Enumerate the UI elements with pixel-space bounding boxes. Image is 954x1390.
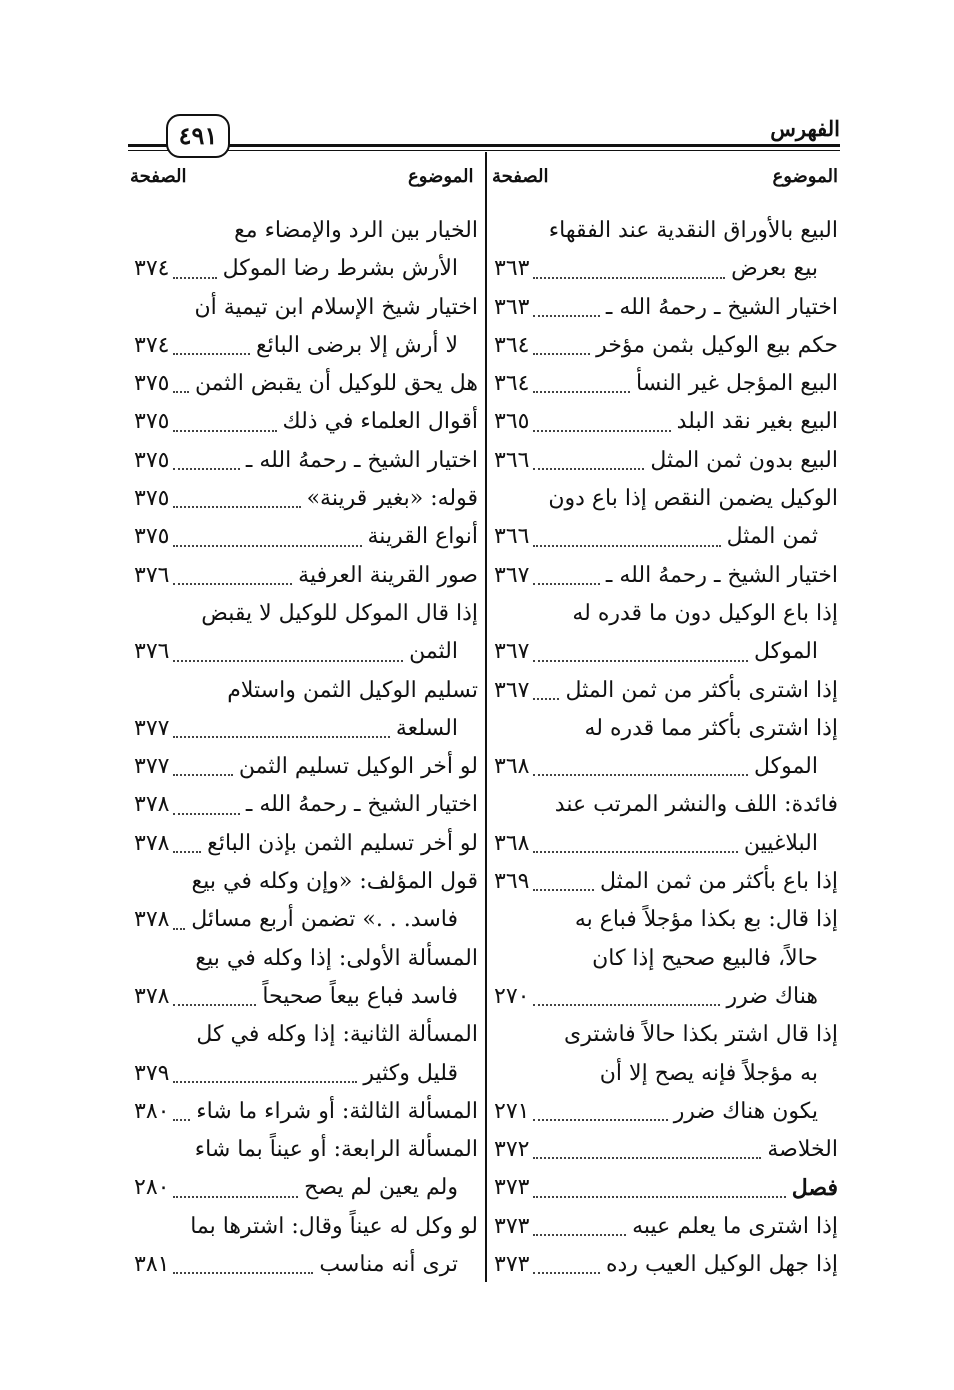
index-entry <box>488 403 840 441</box>
index-entry <box>488 710 840 748</box>
entry-page-number: ٣٧٧ <box>134 754 170 780</box>
index-entry <box>488 1246 840 1284</box>
entry-topic: الموكل <box>753 754 818 780</box>
index-entry <box>488 863 840 901</box>
entry-page-number: ٣٧٥ <box>134 371 170 397</box>
dot-leader <box>173 736 390 738</box>
entry-page-number: ٣٨٠ <box>134 1098 170 1124</box>
entry-topic: المسألة الأولى: إذا وكله في بيع <box>195 945 478 971</box>
dot-leader <box>533 353 590 355</box>
index-entry <box>128 1016 480 1054</box>
entry-topic: اختيار الشيخ ـ رحمهُ الله ـ <box>245 792 478 818</box>
entry-topic: إذا قال الموكل للوكيل لا يقبض <box>201 600 478 626</box>
entry-page-number: ٢٧٠ <box>494 983 530 1009</box>
dot-leader <box>533 660 748 662</box>
index-entry <box>128 557 480 595</box>
entry-page-number: ٣٧٣ <box>494 1213 530 1239</box>
entry-topic: اختيار شيخ الإسلام ابن تيمية أن <box>194 294 478 320</box>
left-page-header: الصفحة <box>130 166 187 187</box>
index-entry <box>128 786 480 824</box>
dot-leader <box>533 774 748 776</box>
entry-page-number: ٣٧٣ <box>494 1252 530 1278</box>
index-entry <box>488 327 840 365</box>
entry-topic: به مؤجلاً فإنه يصح إلا أن <box>599 1060 818 1086</box>
index-entry <box>488 940 840 978</box>
entry-topic: السلعة <box>395 715 458 741</box>
index-entry <box>488 786 840 824</box>
entry-topic: لو أخر الوكيل تسليم الثمن <box>238 754 478 780</box>
index-entry <box>128 940 480 978</box>
entry-page-number: ٣٦٨ <box>494 754 530 780</box>
entry-page-number: ٣٧٨ <box>134 792 170 818</box>
entry-topic: المسألة الرابعة: أو عيناً بما شاء <box>194 1137 478 1163</box>
dot-leader <box>533 889 594 891</box>
entry-page-number: ٣٧٥ <box>134 409 170 435</box>
index-entry <box>128 1055 480 1093</box>
index-entry <box>488 901 840 939</box>
index-entry <box>488 289 840 327</box>
index-entry <box>128 518 480 556</box>
dot-leader <box>533 391 630 393</box>
dot-leader <box>173 813 240 815</box>
entry-page-number: ٣٧٦ <box>134 562 170 588</box>
index-entry <box>128 250 480 288</box>
entry-page-number: ٣٧٣ <box>494 1175 530 1201</box>
entry-topic: يكون هناك ضرر <box>673 1098 818 1124</box>
index-entry <box>488 1208 840 1246</box>
dot-leader <box>173 430 277 432</box>
dot-leader <box>173 391 189 393</box>
index-entry <box>488 518 840 556</box>
right-page-header: الصفحة <box>492 166 549 187</box>
entry-page-number: ٣٦٧ <box>494 639 530 665</box>
index-entry <box>128 825 480 863</box>
entry-topic: الموكل <box>753 639 818 665</box>
entry-page-number: ٣٧٤ <box>134 256 170 282</box>
dot-leader <box>533 1272 600 1274</box>
index-entry <box>488 672 840 710</box>
index-entry <box>488 595 840 633</box>
dot-leader <box>173 1272 313 1274</box>
entry-page-number: ٣٧٧ <box>134 715 170 741</box>
entry-topic: قوله: «بغير قرينة» <box>306 486 478 512</box>
entry-topic: فاسد. . .» تضمن أربع مسائل <box>191 907 458 933</box>
index-entry <box>488 825 840 863</box>
index-entry <box>128 748 480 786</box>
index-entry <box>488 1093 840 1131</box>
index-entry <box>488 1169 840 1207</box>
entry-topic: ترى أنه مناسب <box>319 1252 458 1278</box>
dot-leader <box>173 1004 256 1006</box>
entry-topic: فاسد فباع بيعاً صحيحاً <box>262 983 458 1009</box>
entry-page-number: ٣٧٨ <box>134 907 170 933</box>
left-topic-header: الموضوع <box>408 166 474 187</box>
entry-page-number: ٢٧١ <box>494 1098 530 1124</box>
dot-leader <box>173 583 292 585</box>
dot-leader <box>533 277 725 279</box>
index-entry <box>128 863 480 901</box>
entry-page-number: ٣٧٢ <box>494 1137 530 1163</box>
index-entry <box>488 978 840 1016</box>
entry-page-number: ٣٧٦ <box>134 639 170 665</box>
entry-topic: إذا باع بأكثر من ثمن المثل <box>600 869 838 895</box>
page-header <box>128 108 840 158</box>
entry-topic: البيع المؤجل غير النسأ <box>635 371 838 397</box>
index-entry <box>128 365 480 403</box>
entry-topic: إذا باع الوكيل دون ما قدره له <box>572 600 838 626</box>
index-entry <box>488 1055 840 1093</box>
index-entry <box>128 212 480 250</box>
dot-leader <box>173 468 240 470</box>
dot-leader <box>173 1196 298 1198</box>
entry-page-number: ٣٦٧ <box>494 562 530 588</box>
entry-topic: تسليم الوكيل الثمن واستلام <box>227 677 478 703</box>
entry-topic: لو وكل له عيناً وقال: اشترها بما <box>190 1213 478 1239</box>
entry-topic: بيع بعرض <box>731 256 818 282</box>
entry-page-number: ٣٦٤ <box>494 332 530 358</box>
index-entry <box>488 1016 840 1054</box>
entry-topic: إذا قال: بع بكذا مؤجلاً فباع به <box>574 907 838 933</box>
entry-page-number: ٣٦٦ <box>494 447 530 473</box>
entry-page-number: ٣٦٣ <box>494 256 530 282</box>
entry-topic: البيع بدون ثمن المثل <box>650 447 838 473</box>
dot-leader <box>173 851 201 853</box>
page-number: ٤٩١ <box>178 121 218 150</box>
entry-topic: صور القرينة العرفية <box>298 562 478 588</box>
index-entry <box>128 289 480 327</box>
entry-topic: اختيار الشيخ ـ رحمهُ الله ـ <box>605 294 838 320</box>
index-entry <box>128 327 480 365</box>
dot-leader <box>533 1157 761 1159</box>
entry-page-number: ٣٧٥ <box>134 486 170 512</box>
dot-leader <box>173 1081 357 1083</box>
entry-topic: حكم بيع الوكيل بثمن مؤخر <box>596 332 838 358</box>
entry-topic: حالاً، فالبيع صحيح إذا كان <box>592 945 818 971</box>
entry-topic: إذا اشترى بأكثر مما قدره له <box>584 715 838 741</box>
dot-leader <box>173 277 217 279</box>
entry-topic: الوكيل يضمن النقص إذا باع دون <box>548 486 838 512</box>
entry-topic: أقوال العلماء في ذلك <box>282 409 478 435</box>
dot-leader <box>533 1196 786 1198</box>
entry-topic: هل يحق للوكيل أن يقبض الثمن <box>194 371 478 397</box>
index-entry <box>488 212 840 250</box>
entry-topic: الثمن <box>409 639 458 665</box>
entry-topic: لا أرش إلا برضى البائع <box>255 332 458 358</box>
entry-topic: اختيار الشيخ ـ رحمهُ الله ـ <box>245 447 478 473</box>
dot-leader <box>533 698 559 700</box>
index-column-left <box>128 212 480 1284</box>
index-entry <box>128 1208 480 1246</box>
right-topic-header: الموضوع <box>772 166 838 187</box>
index-entry <box>128 978 480 1016</box>
dot-leader <box>533 1119 668 1121</box>
index-entry <box>488 557 840 595</box>
index-entry <box>488 633 840 671</box>
entry-page-number: ٣٦٦ <box>494 524 530 550</box>
entry-topic: ولم يعين لم يصح <box>304 1175 458 1201</box>
entry-page-number: ٣٦٧ <box>494 677 530 703</box>
index-entry <box>128 710 480 748</box>
entry-topic: ثمن المثل <box>726 524 818 550</box>
entry-topic: الخيار بين الرد والإمضاء مع <box>234 218 478 243</box>
entry-topic: قول المؤلف: «وإن وكله في بيع <box>191 869 478 895</box>
header-rule-top <box>128 144 840 147</box>
column-divider <box>485 152 487 1282</box>
entry-topic: المسألة الثانية: إذا وكله في كل <box>196 1022 478 1048</box>
entry-topic: إذا اشترى ما يعلم عيبه <box>632 1213 838 1239</box>
dot-leader <box>533 851 738 853</box>
entry-topic: هناك ضرر <box>726 983 818 1009</box>
index-entry <box>128 1131 480 1169</box>
dot-leader <box>533 1234 626 1236</box>
entry-page-number: ٣٧٨ <box>134 983 170 1009</box>
index-entry <box>128 672 480 710</box>
index-entry <box>488 442 840 480</box>
entry-topic: المسألة الثالثة: أو شراء ما شاء <box>196 1098 478 1124</box>
entry-topic: أنواع القرينة <box>367 524 478 550</box>
index-column-right <box>488 212 840 1284</box>
index-entry <box>128 480 480 518</box>
entry-topic: إذا قال اشتر بكذا حالاً فاشترى <box>564 1022 838 1048</box>
dot-leader <box>533 430 671 432</box>
index-entry <box>128 901 480 939</box>
entry-page-number: ٣٧٨ <box>134 830 170 856</box>
index-entry <box>488 365 840 403</box>
entry-page-number: ٣٧٥ <box>134 524 170 550</box>
index-entry <box>128 1093 480 1131</box>
entry-topic: إذا جهل الوكيل العيب رده <box>606 1252 838 1278</box>
entry-topic: البلاغيين <box>743 830 818 856</box>
entry-topic: إذا اشترى بأكثر من ثمن المثل <box>565 677 838 703</box>
dot-leader <box>173 928 185 930</box>
entry-page-number: ٣٦٤ <box>494 371 530 397</box>
index-entry <box>488 250 840 288</box>
dot-leader <box>533 545 721 547</box>
index-entry <box>128 442 480 480</box>
entry-page-number: ٣٧٩ <box>134 1060 170 1086</box>
entry-page-number: ٣٧٤ <box>134 332 170 358</box>
dot-leader <box>533 468 644 470</box>
entry-page-number: ٣٦٥ <box>494 409 530 435</box>
dot-leader <box>533 315 600 317</box>
entry-page-number: ٣٦٣ <box>494 294 530 320</box>
dot-leader <box>533 1004 720 1006</box>
entry-topic: لو أخر تسليم الثمن بإذن البائع <box>207 830 478 856</box>
index-entry <box>128 1246 480 1284</box>
entry-topic: اختيار الشيخ ـ رحمهُ الله ـ <box>605 562 838 588</box>
entry-page-number: ٣٦٨ <box>494 830 530 856</box>
dot-leader <box>173 1119 190 1121</box>
entry-topic: فائدة: اللف والنشر المرتب عند <box>554 792 838 818</box>
entry-topic: قليل وكثير <box>363 1060 458 1086</box>
index-entry <box>128 1169 480 1207</box>
page-number-box <box>166 114 230 158</box>
entry-topic: فصل <box>791 1175 838 1202</box>
dot-leader <box>173 660 403 662</box>
dot-leader <box>173 774 233 776</box>
entry-topic: البيع بالأوراق النقدية عند الفقهاء <box>548 218 838 243</box>
entry-topic: الخلاصة <box>767 1137 838 1163</box>
dot-leader <box>533 583 600 585</box>
index-entry <box>128 595 480 633</box>
entry-page-number: ٣٨١ <box>134 1252 170 1278</box>
header-rule-bottom <box>128 150 840 151</box>
index-entry <box>488 1131 840 1169</box>
index-entry <box>488 748 840 786</box>
entry-page-number: ٢٨٠ <box>134 1175 170 1201</box>
entry-page-number: ٣٧٥ <box>134 447 170 473</box>
index-entry <box>128 403 480 441</box>
index-entry <box>488 480 840 518</box>
entry-page-number: ٣٦٩ <box>494 869 530 895</box>
index-entry <box>128 633 480 671</box>
entry-topic: الأرش بشرط رضا الموكل <box>222 256 458 282</box>
entry-topic: البيع بغير نقد البلد <box>676 409 838 435</box>
page-title: الفهرس <box>770 116 840 141</box>
dot-leader <box>173 506 301 508</box>
dot-leader <box>173 545 362 547</box>
dot-leader <box>173 353 250 355</box>
